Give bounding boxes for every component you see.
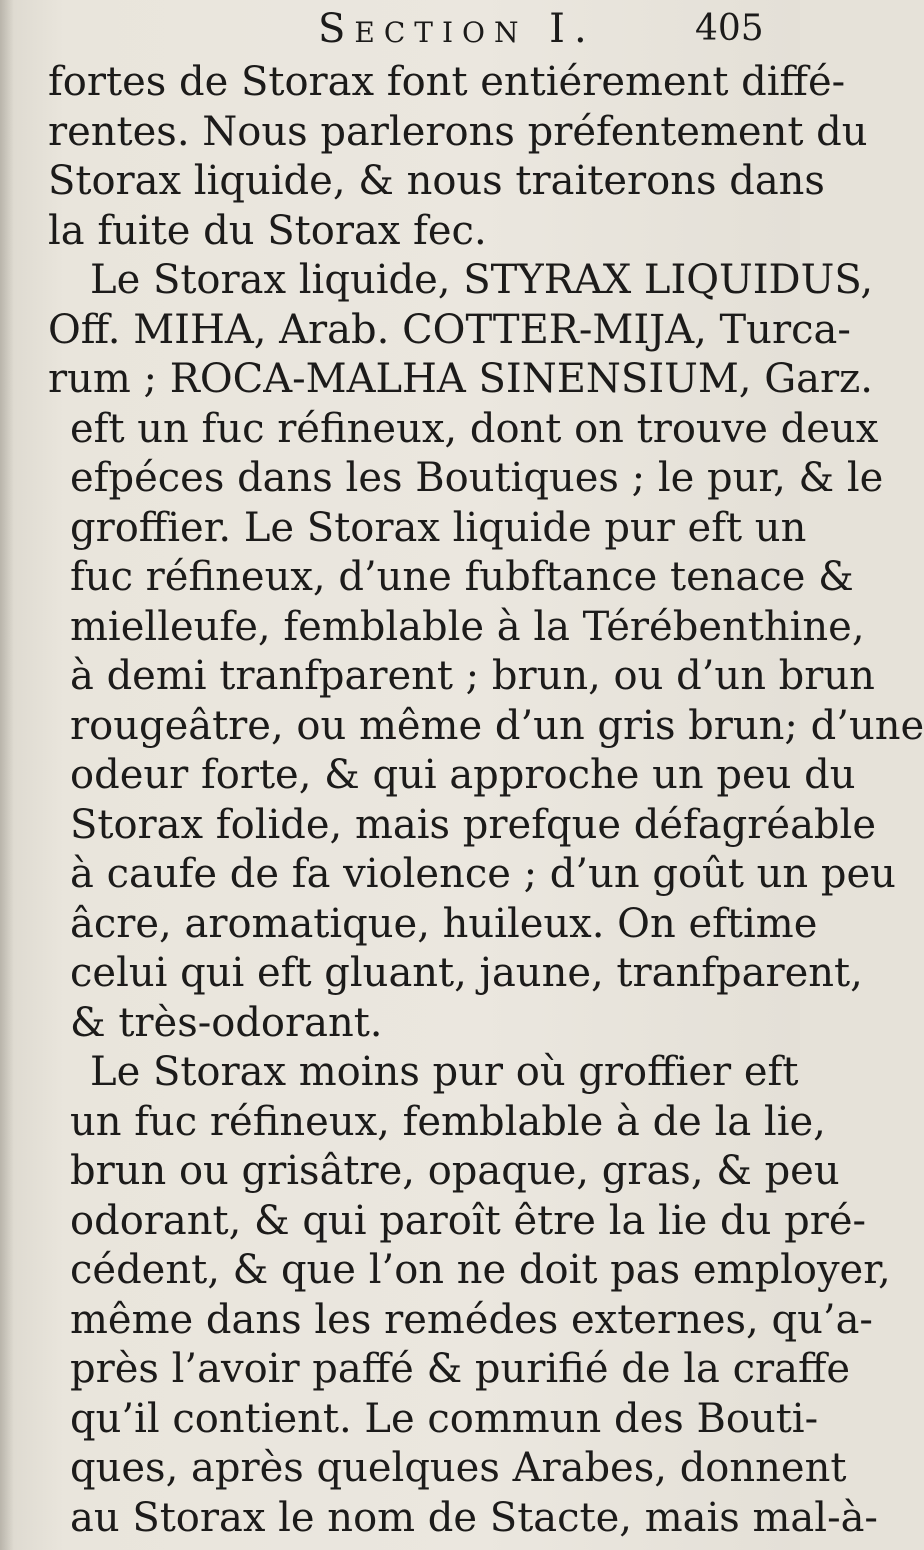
text-line: la fuite du Storax fec. [48,207,487,254]
paragraph-first-line: Le Storax liquide, STYRAX LIQUIDUS, [90,257,874,303]
text-line: & très-odorant. [70,999,383,1046]
text-line: même dans les remédes externes, qu’a- [70,1296,873,1343]
text-line: rentes. Nous parlerons préfentement du [48,108,868,155]
text-line: Storax liquide, & nous traiterons dans [48,158,825,204]
page-header [0,2,800,62]
page-number: 405 [695,8,764,49]
paragraph-first-line: Le Storax moins pur où groffier eft [90,1049,799,1095]
text-line: rougeâtre, ou même d’un gris brun; d’une [70,702,924,749]
text-line: rum ; ROCA-MALHA SINENSIUM, Garz. [48,356,873,402]
text-line: près l’avoir paffé & purifié de la craffe [70,1346,851,1392]
text-line: au Storax le nom de Stacte, mais mal-à- [70,1494,878,1541]
text-line: brun ou grisâtre, opaque, gras, & peu [70,1148,840,1194]
text-line: à demi tranfparent ; brun, ou d’un brun [70,653,875,699]
gutter-shadow [0,0,14,1550]
text-line: ques, après quelques Arabes, donnent [70,1445,847,1491]
text-line: odeur forte, & qui approche un peu du [70,752,856,798]
text-line: âcre, aromatique, huileux. On eftime [70,900,818,947]
text-line: Storax folide, mais prefque défagréable [70,801,876,848]
text-line: mielleufe, femblable à la Térébenthine, [70,603,865,650]
text-line: un fuc réfineux, femblable à de la lie, [70,1098,826,1145]
text-line: fuc réfineux, d’une fubftance tenace & [70,554,854,600]
text-line: odorant, & qui paroît être la lie du pré- [70,1197,867,1244]
text-line: cédent, & que l’on ne doit pas employer, [70,1247,891,1293]
text-line: qu’il contient. Le commun des Bouti- [70,1395,819,1442]
text-line: groffier. Le Storax liquide pur eft un [70,504,807,551]
text-line: eft un fuc réfineux, dont on trouve deux [70,405,879,452]
text-line: fortes de Storax font entiérement diffé- [48,59,846,105]
body-text [48,58,924,1543]
text-line: celui qui eft gluant, jaune, tranfparent, [70,950,863,996]
text-line: efpéces dans les Boutiques ; le pur, & le [70,455,884,501]
text-line: Off. MIHA, Arab. COTTER-MIJA, Turca- [48,306,851,353]
running-head: Section I. [318,6,596,52]
text-line: à caufe de fa violence ; d’un goût un peu [70,851,896,897]
